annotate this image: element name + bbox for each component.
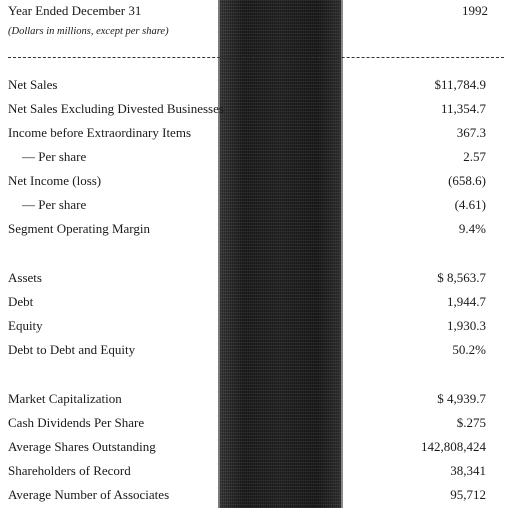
row-label: Debt to Debt and Equity [8,342,136,357]
row-label: Segment Operating Margin [8,221,151,236]
column-year-header: 1992 [462,3,488,18]
row-value: 38,341 [450,463,486,478]
row-value: 95,712 [450,487,486,502]
row-average-associates [0,487,512,505]
row-net-income [0,173,512,191]
row-assets [0,270,512,288]
row-label: — Per share [22,197,87,212]
row-label: Average Shares Outstanding [8,439,156,454]
row-value: 11,354.7 [440,101,486,116]
row-value: 367.3 [456,125,486,140]
row-segment-operating-margin [0,221,512,239]
row-equity [0,318,512,336]
row-value: $11,784.9 [434,77,486,92]
row-value: 142,808,424 [421,439,486,454]
row-value: 2.57 [463,149,486,164]
row-value: (658.6) [448,173,486,188]
row-market-capitalization [0,391,512,409]
row-cash-dividends [0,415,512,433]
table-header-title: Year Ended December 31 [8,3,142,18]
row-net-sales-excl-divested [0,101,512,119]
row-label: Equity [8,318,43,333]
row-label: Net Sales Excluding Divested Businesses [8,101,224,116]
row-debt-to-debt-and-equity [0,342,512,360]
table-header-subtitle: (Dollars in millions, except per share) [8,26,169,37]
row-net-sales [0,77,512,95]
row-income-per-share [0,149,512,167]
row-label: Cash Dividends Per Share [8,415,145,430]
row-label: Net Sales [8,77,58,92]
row-label: Income before Extraordinary Items [8,125,192,140]
row-label: Shareholders of Record [8,463,131,478]
row-value: 1,930.3 [447,318,486,333]
row-label: Assets [8,270,42,285]
row-average-shares [0,439,512,457]
row-value: $ 4,939.7 [437,391,486,406]
row-shareholders-of-record [0,463,512,481]
row-net-income-per-share [0,197,512,215]
row-label: Debt [8,294,34,309]
row-label: Average Number of Associates [8,487,170,502]
row-debt [0,294,512,312]
row-label: Market Capitalization [8,391,122,406]
row-label: Net Income (loss) [8,173,102,188]
row-label: — Per share [22,149,87,164]
row-value: 9.4% [458,221,486,236]
row-value: 1,944.7 [447,294,486,309]
row-value: $.275 [456,415,486,430]
row-value: (4.61) [454,197,486,212]
row-income-before-extraordinary [0,125,512,143]
dashed-divider [8,57,504,58]
row-value: 50.2% [452,342,486,357]
row-value: $ 8,563.7 [437,270,486,285]
